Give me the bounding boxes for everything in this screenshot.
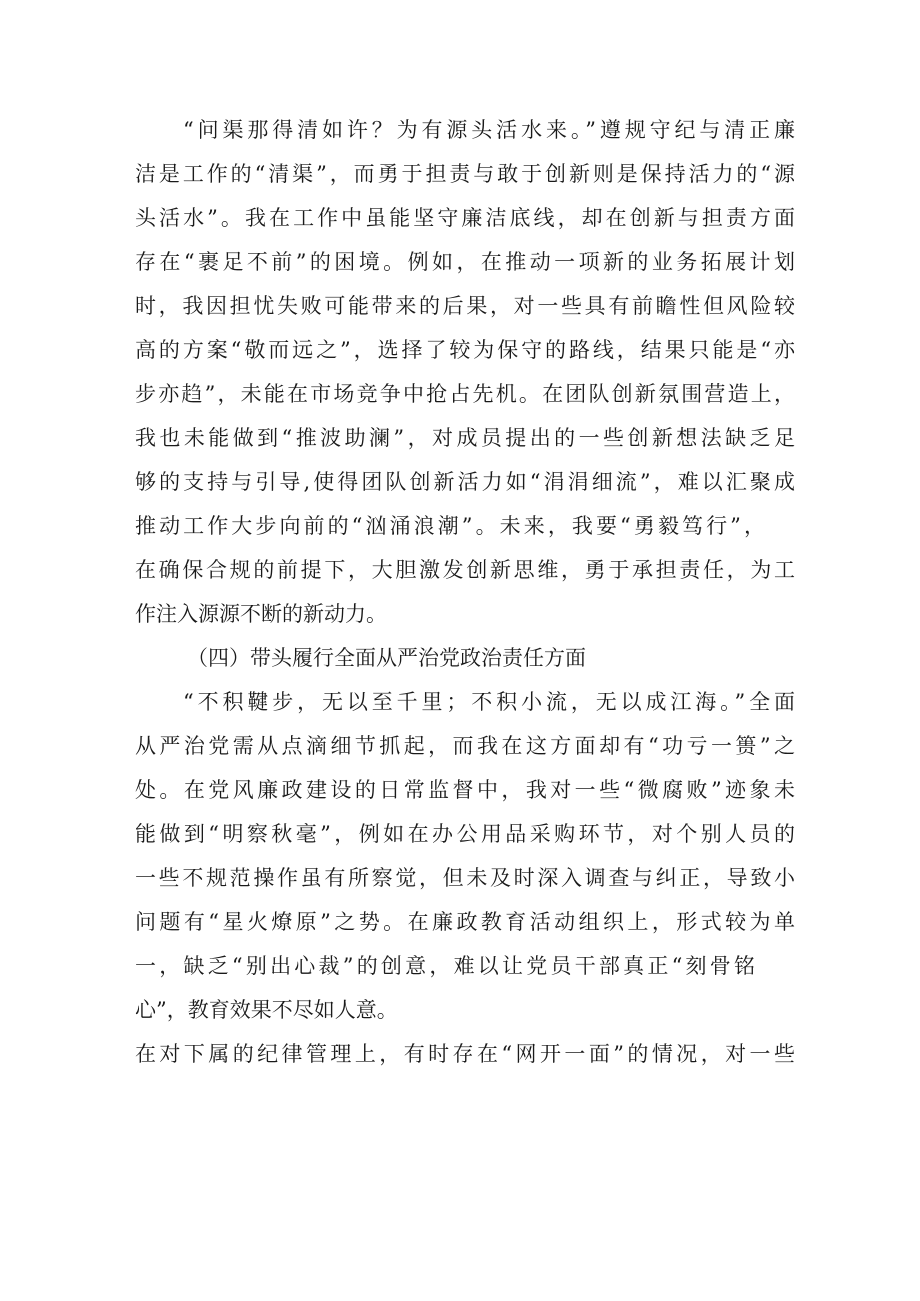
paragraph-2-line-1: “不积鞬步，无以至千里；不积小流，无以成江海。”全面	[183, 690, 795, 714]
paragraph-2-line-2: 从严治党需从点滴细节抓起，而我在这方面却有“功亏一篑”之	[135, 734, 795, 758]
paragraph-1-line-1: “问渠那得清如许？为有源头活水来。”遵规守纪与清正廉	[183, 118, 795, 142]
paragraph-1-line-7: 步亦趋”，未能在市场竞争中抢占先机。在团队创新氛围营造上，	[135, 382, 795, 406]
paragraph-2-line-5: 一些不规范操作虽有所察觉，但未及时深入调查与纠正，导致小	[135, 866, 795, 890]
paragraph-3-line-1: 在对下属的纪律管理上，有时存在“网开一面”的情况，对一些	[135, 1042, 795, 1066]
paragraph-1-line-11: 在确保合规的前提下，大胆激发创新思维，勇于承担责任，为工	[135, 558, 795, 582]
paragraph-1-line-12: 作注入源源不断的新动力。	[135, 602, 387, 626]
section-heading-4: （四）带头履行全面从严治党政治责任方面	[187, 646, 586, 670]
paragraph-2-line-3: 处。在党风廉政建设的日常监督中，我对一些“微腐败”迹象未	[135, 778, 795, 802]
paragraph-1-line-3: 头活水”。我在工作中虽能坚守廉洁底线，却在创新与担责方面	[135, 206, 795, 230]
paragraph-1-line-8: 我也未能做到“推波助澜”，对成员提出的一些创新想法缺乏足	[135, 426, 795, 450]
paragraph-2-line-4: 能做到“明察秋毫”，例如在办公用品采购环节，对个别人员的	[135, 822, 795, 846]
paragraph-1-line-4: 存在“裹足不前”的困境。例如，在推动一项新的业务拓展计划	[135, 250, 795, 274]
paragraph-2-line-6: 问题有“星火燎原”之势。在廉政教育活动组织上，形式较为单	[135, 910, 795, 934]
paragraph-1-line-2: 洁是工作的“清渠”，而勇于担责与敢于创新则是保持活力的“源	[135, 162, 795, 186]
paragraph-2-line-7: 一，缺乏“别出心裁”的创意，难以让党员干部真正“刻骨铭	[135, 954, 755, 978]
paragraph-2-line-8: 心”，教育效果不尽如人意。	[135, 998, 398, 1022]
paragraph-1-line-5: 时，我因担忧失败可能带来的后果，对一些具有前瞻性但风险较	[135, 294, 795, 318]
paragraph-1-line-9: 够的支持与引导,使得团队创新活力如“涓涓细流”，难以汇聚成	[135, 470, 795, 494]
paragraph-1-line-10: 推动工作大步向前的“汹涌浪潮”。未来，我要“勇毅笃行”，	[135, 514, 765, 538]
paragraph-1-line-6: 高的方案“敬而远之”，选择了较为保守的路线，结果只能是“亦	[135, 338, 795, 362]
